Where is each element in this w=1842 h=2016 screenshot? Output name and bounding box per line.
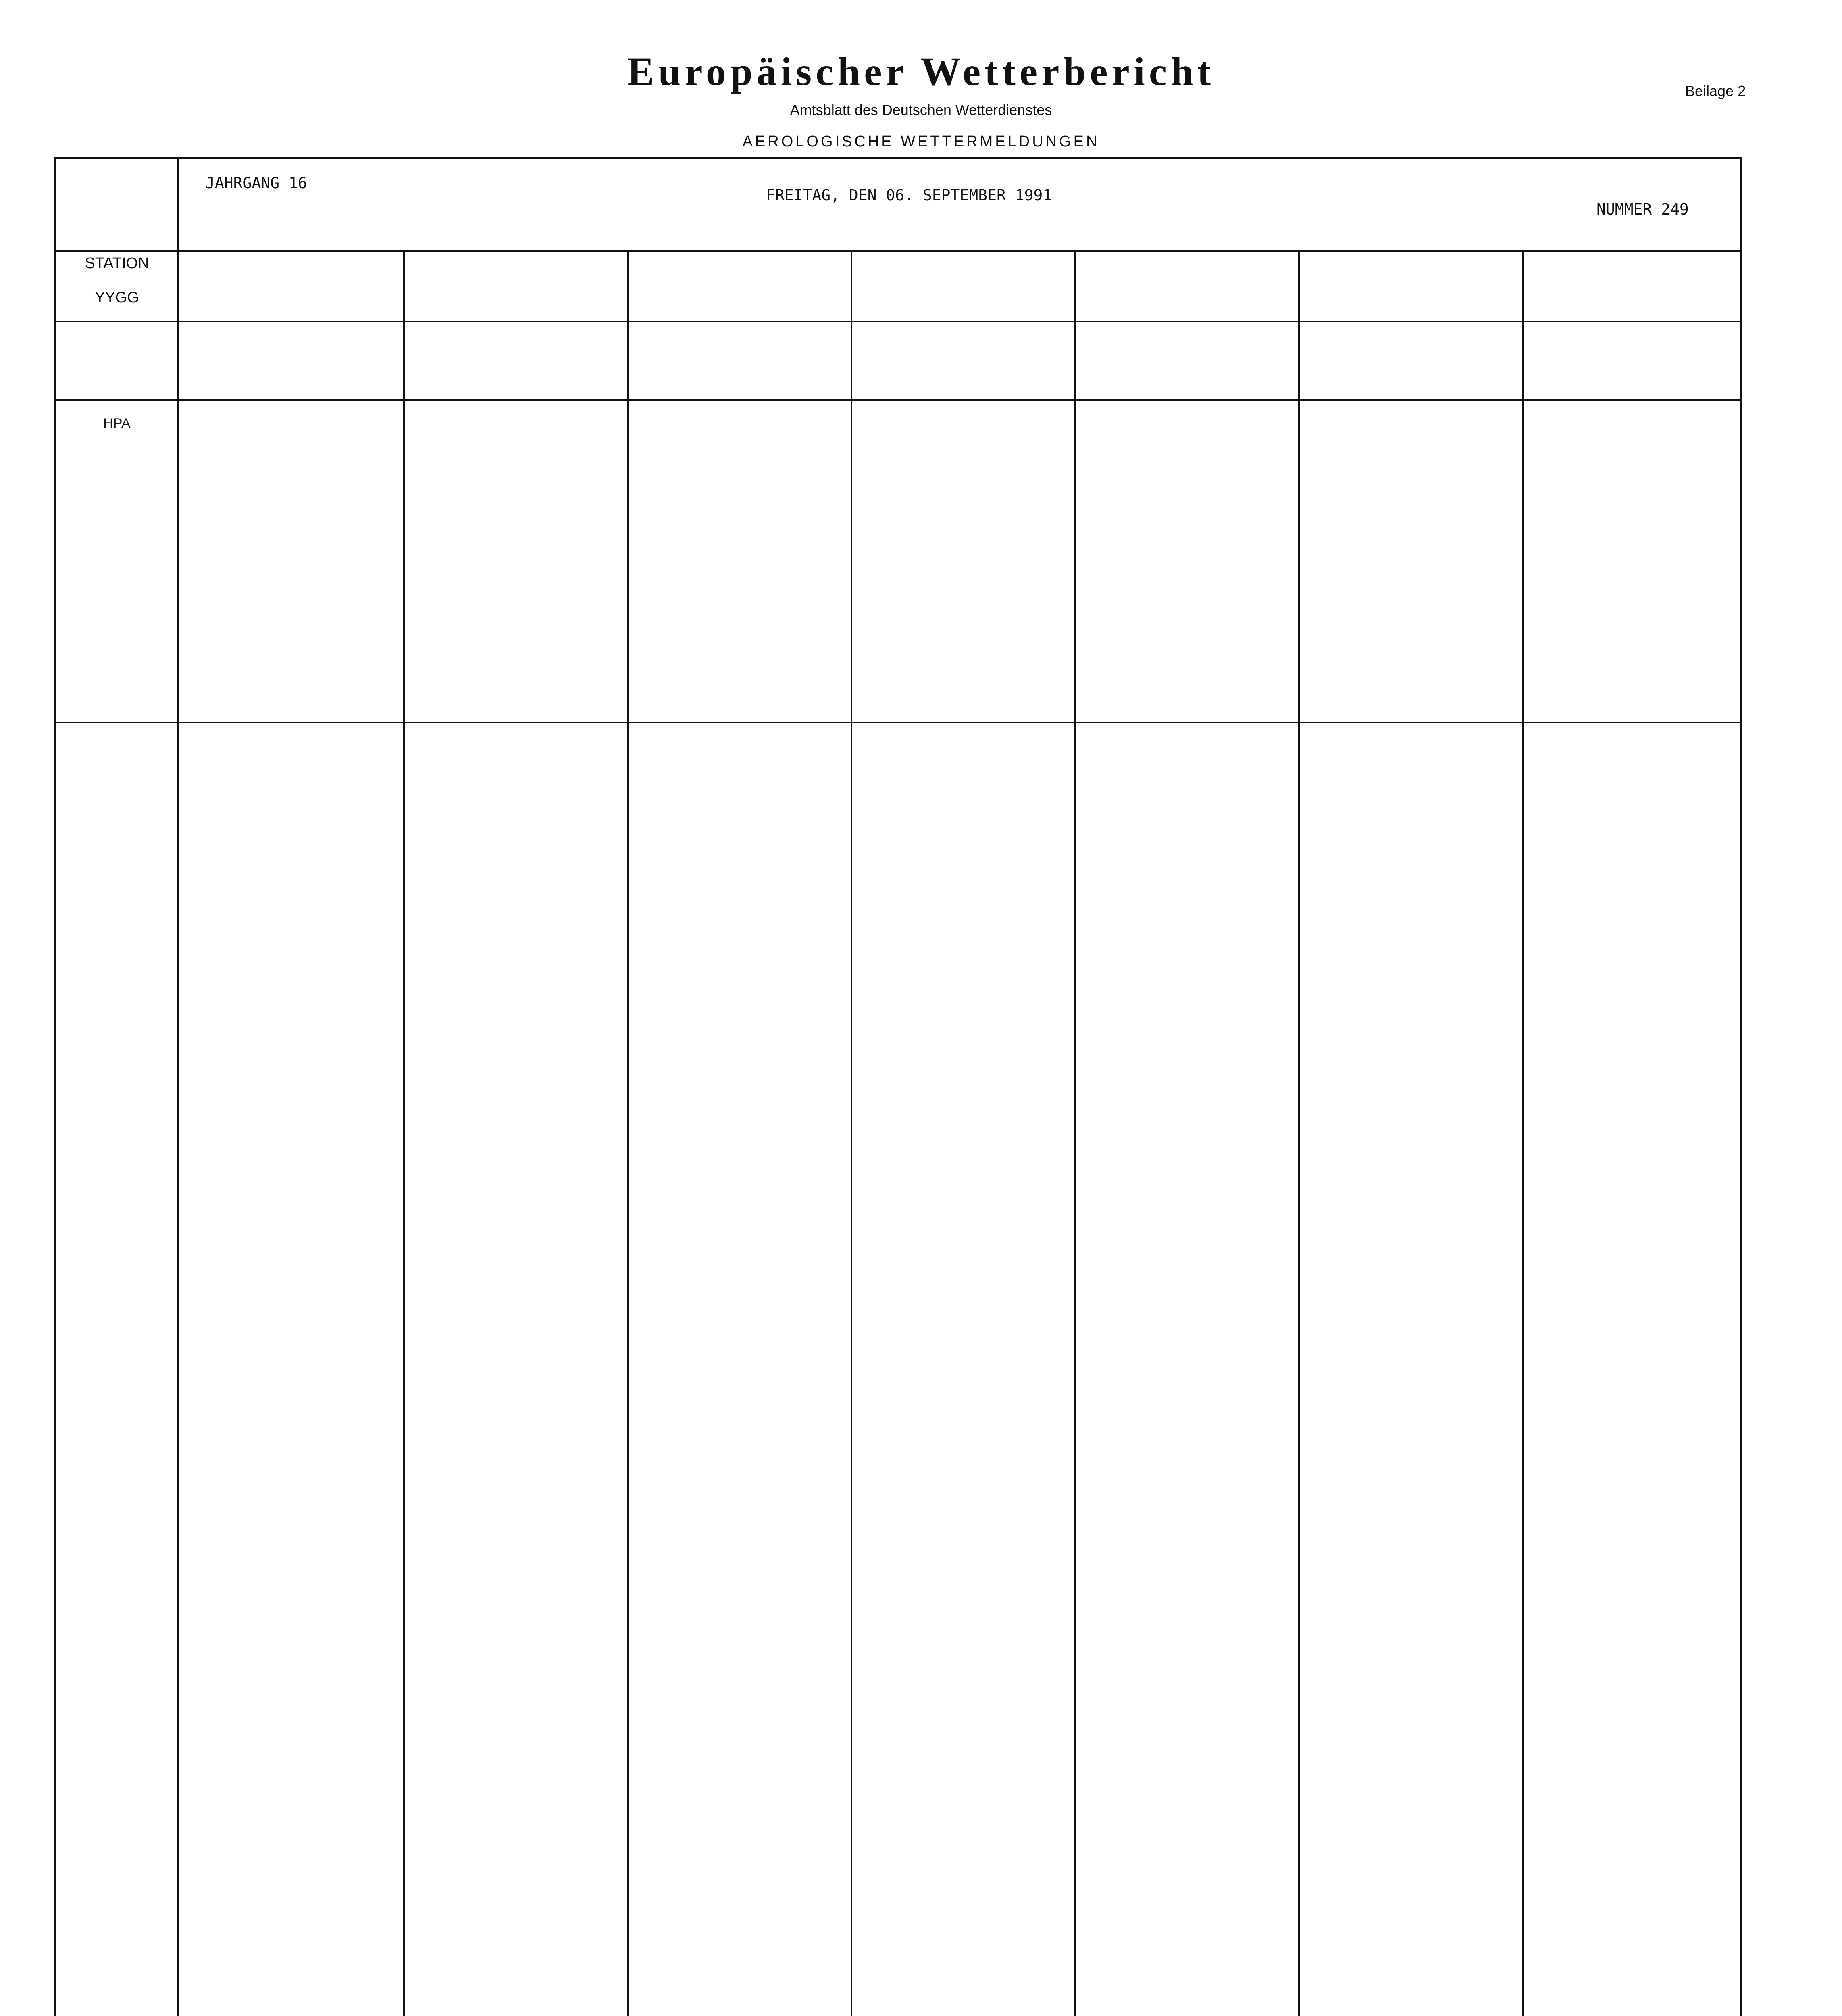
page-title: Europäischer Wetterbericht [627,49,1215,94]
column-divider [1522,250,1524,2016]
section-title: AEROLOGISCHE WETTERMELDUNGEN [742,133,1100,150]
rule-top-header [54,250,1742,252]
column-divider [1298,250,1300,2016]
station-label: STATION [85,255,149,272]
column-divider [177,157,179,250]
issue-number: NUMMER 249 [1596,200,1689,218]
column-divider [851,250,852,2016]
column-divider [177,250,179,2016]
report-table-frame [54,157,1742,2016]
volume-label: JAHRGANG 16 [206,174,307,192]
report-date: FREITAG, DEN 06. SEPTEMBER 1991 [766,186,1052,204]
rule-station-header [54,321,1742,322]
rule-standard-levels [54,722,1742,723]
yygg-label: YYGG [95,289,139,306]
column-divider [403,250,405,2016]
column-divider [1074,250,1076,2016]
supplement-label: Beilage 2 [1685,83,1746,99]
page-subtitle: Amtsblatt des Deutschen Wetterdienstes [790,102,1052,118]
rule-column-header [54,399,1742,401]
hpa-label: HPA [103,416,131,431]
column-divider [627,250,629,2016]
